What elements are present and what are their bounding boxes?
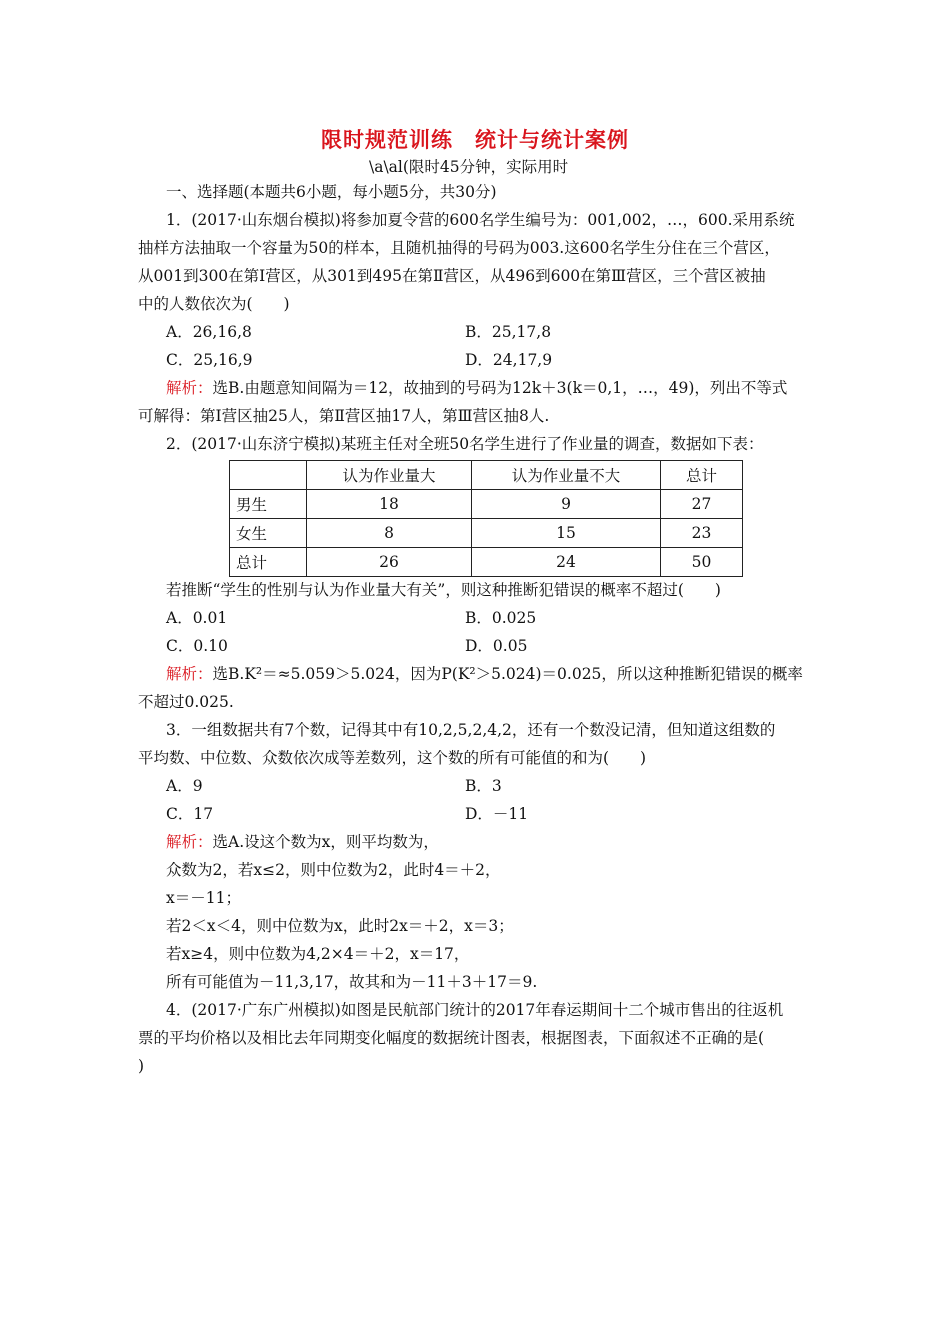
q4-line-3: ) [138,1057,145,1075]
table-header-cell: 认为作业量不大 [472,461,661,490]
q1-line-2: 抽样方法抽取一个容量为50的样本，且随机抽得的号码为003.这600名学生分住在三个营区， [138,239,780,257]
table-cell: 18 [307,490,472,519]
table-row-label: 总计 [230,548,307,577]
q3-solution-label: 解析： [166,833,213,851]
q2-solution-label: 解析： [166,665,213,683]
q3-line-2: 平均数、中位数、众数依次成等差数列，这个数的所有可能值的和为( ) [138,749,647,767]
table-row-label: 女生 [230,519,307,548]
q1-option-c: C．25,16,9 [166,351,253,369]
q3-option-d: D．－11 [465,805,529,823]
table-header-cell [230,461,307,490]
q1-solution-line-1 [166,378,787,398]
table-header-cell: 认为作业量大 [307,461,472,490]
table-cell: 23 [661,519,743,548]
q3-solution-line-4: 若2＜x＜4，则中位数为x，此时2x＝＋2，x＝3； [166,917,514,935]
q3-solution-line-3: x＝－11； [166,889,241,907]
q1-option-d: D．24,17,9 [465,351,553,369]
q2-solution-line-1 [166,664,803,684]
q1-line-4: 中的人数依次为( ) [138,295,290,313]
table-header-cell: 总计 [661,461,743,490]
q2-solution-text: 选B.K²＝≈5.059＞5.024，因为P(K²＞5.024)＝0.025，所以这种推断犯错误的概率 [212,665,803,683]
q1-solution-line-2: 可解得：第Ⅰ营区抽25人，第Ⅱ营区抽17人，第Ⅲ营区抽8人. [138,407,550,425]
table-cell: 26 [307,548,472,577]
q2-line-2: 若推断“学生的性别与认为作业量大有关”，则这种推断犯错误的概率不超过( ) [166,581,721,599]
q3-solution-line-1 [166,832,439,852]
q1-line-3: 从001到300在第Ⅰ营区，从301到495在第Ⅱ营区，从496到600在第Ⅲ营区，三个营区被抽 [138,267,766,285]
q3-option-a: A．9 [166,777,203,795]
table-cell: 50 [661,548,743,577]
q3-solution-line-2: 众数为2，若x≤2，则中位数为2，此时4＝＋2， [166,861,501,879]
table-cell: 27 [661,490,743,519]
table-row [230,490,743,519]
q3-line-1: 3．一组数据共有7个数，记得其中有10,2,5,2,4,2，还有一个数没记清，但知道这组数的 [166,721,776,739]
q2-option-a: A．0.01 [166,609,228,627]
page-title: 限时规范训练 统计与统计案例 [321,127,629,152]
q3-option-b: B．3 [465,777,502,795]
table-cell: 15 [472,519,661,548]
q2-option-c: C．0.10 [166,637,228,655]
q2-option-d: D．0.05 [465,637,528,655]
q2-option-b: B．0.025 [465,609,537,627]
q4-line-2: 票的平均价格以及相比去年同期变化幅度的数据统计图表，根据图表，下面叙述不正确的是( [138,1029,765,1047]
q2-line-1: 2．(2017·山东济宁模拟)某班主任对全班50名学生进行了作业量的调查，数据如下表： [166,435,764,453]
section-heading: 一、选择题(本题共6小题，每小题5分，共30分) [166,183,497,201]
table-header-row [230,461,743,490]
q1-option-b: B．25,17,8 [465,323,552,341]
table-row-label: 男生 [230,490,307,519]
table-cell: 8 [307,519,472,548]
q3-option-c: C．17 [166,805,214,823]
q3-solution-line-5: 若x≥4，则中位数为4,2×4＝＋2，x＝17， [166,945,470,963]
q1-line-1: 1．(2017·山东烟台模拟)将参加夏令营的600名学生编号为：001,002，…，600.采用系统 [166,211,795,229]
table-row [230,548,743,577]
table-row [230,519,743,548]
q1-solution-text: 选B.由题意知间隔为＝12，故抽到的号码为12k＋3(k＝0,1，…，49)，列出不等式 [212,379,788,397]
q1-option-a: A．26,16,8 [166,323,252,341]
q3-solution-text: 选A.设这个数为x，则平均数为， [212,833,439,851]
survey-table [229,460,743,577]
q1-solution-label: 解析： [166,379,213,397]
subtitle: \a\al(限时45分钟，实际用时 [369,158,569,176]
q2-solution-line-2: 不超过0.025. [138,693,234,711]
q4-line-1: 4．(2017·广东广州模拟)如图是民航部门统计的2017年春运期间十二个城市售出的往返机 [166,1001,784,1019]
table-cell: 9 [472,490,661,519]
table-cell: 24 [472,548,661,577]
q3-solution-line-6: 所有可能值为－11,3,17，故其和为－11＋3＋17＝9. [166,973,538,991]
